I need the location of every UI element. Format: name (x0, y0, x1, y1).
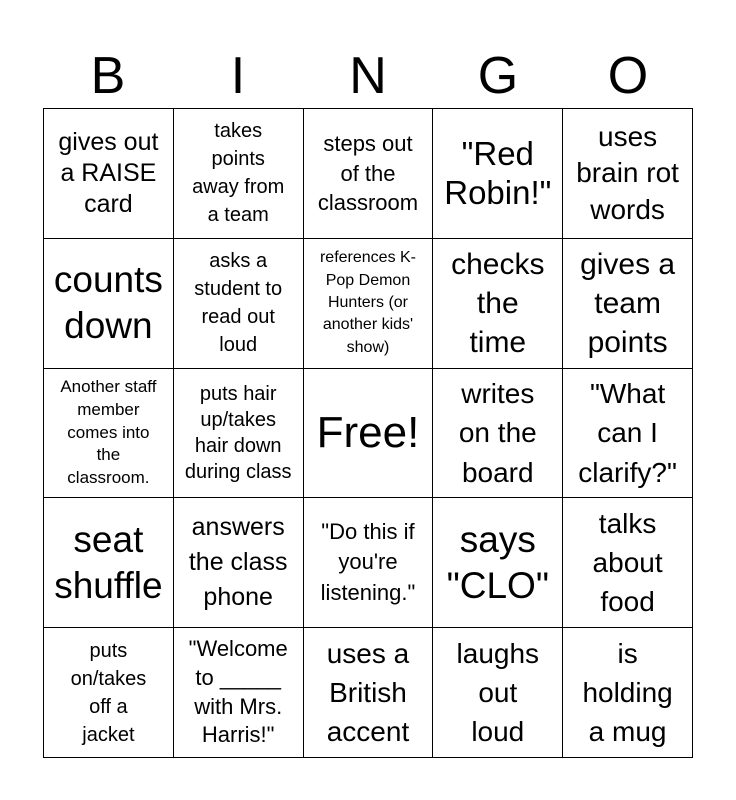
bingo-cell-g4[interactable] (433, 498, 563, 628)
bingo-cell-o5[interactable] (563, 628, 693, 758)
bingo-cell-g3[interactable] (433, 369, 563, 499)
bingo-header (43, 44, 693, 108)
header-letter-g: G (477, 47, 519, 105)
bingo-cell-free[interactable] (304, 369, 434, 499)
header-letter-i: I (230, 47, 246, 105)
bingo-cell-text: asks a student to read out loud (194, 250, 283, 357)
header-letter-b: B (90, 47, 126, 105)
bingo-cell-text: laughs out loud (456, 637, 540, 748)
bingo-cell-text: says "CLO" (446, 518, 549, 606)
bingo-cell-b5[interactable] (44, 628, 174, 758)
bingo-cell-text: gives a team points (580, 247, 676, 359)
bingo-cell-text: writes on the board (458, 378, 537, 488)
bingo-cell-i5[interactable] (174, 628, 304, 758)
bingo-cell-i3[interactable] (174, 369, 304, 499)
bingo-cell-text: is holding a mug (582, 637, 673, 748)
free-space-label: Free! (316, 407, 420, 457)
bingo-cell-o3[interactable] (563, 369, 693, 499)
bingo-cell-text: seat shuffle (54, 518, 163, 606)
bingo-cell-text: "Do this if you're listening." (320, 518, 416, 606)
bingo-cell-i4[interactable] (174, 498, 304, 628)
bingo-cell-o4[interactable] (563, 498, 693, 628)
bingo-cell-text: steps out of the classroom (317, 130, 419, 216)
bingo-cell-text: counts down (53, 258, 163, 347)
bingo-cell-b1[interactable] (44, 109, 174, 239)
bingo-cell-text: checks the time (451, 247, 545, 359)
bingo-cell-b4[interactable] (44, 498, 174, 628)
bingo-cell-text: "Welcome to _____ with Mrs. Harris!" (188, 636, 288, 748)
bingo-cell-text: gives out a RAISE card (58, 127, 159, 219)
bingo-cell-text: Another staff member comes into the classroom. (60, 376, 157, 488)
bingo-cell-b2[interactable] (44, 239, 174, 369)
bingo-board (43, 108, 693, 758)
bingo-cell-n4[interactable] (304, 498, 434, 628)
bingo-cell-o2[interactable] (563, 239, 693, 369)
bingo-cell-text: references K- Pop Demon Hunters (or another kids' show) (319, 249, 417, 356)
bingo-cell-n2[interactable] (304, 239, 434, 369)
bingo-cell-text: talks about food (592, 508, 663, 618)
bingo-cell-g5[interactable] (433, 628, 563, 758)
bingo-cell-o1[interactable] (563, 109, 693, 239)
bingo-cell-g2[interactable] (433, 239, 563, 369)
bingo-cell-text: uses a British accent (326, 637, 410, 748)
bingo-cell-b3[interactable] (44, 369, 174, 499)
bingo-cell-text: takes points away from a team (192, 120, 285, 227)
header-letter-o: O (607, 47, 649, 105)
bingo-cell-text: answers the class phone (188, 513, 288, 612)
bingo-cell-n1[interactable] (304, 109, 434, 239)
bingo-cell-i1[interactable] (174, 109, 304, 239)
header-letter-n: N (349, 47, 387, 105)
bingo-cell-text: "Red Robin!" (444, 134, 552, 212)
bingo-cell-text: puts on/takes off a jacket (70, 639, 147, 746)
bingo-cell-text: "What can I clarify?" (578, 378, 677, 488)
bingo-cell-text: uses brain rot words (576, 120, 679, 225)
bingo-cell-text: puts hair up/takes hair down during class (184, 382, 292, 483)
bingo-cell-g1[interactable] (433, 109, 563, 239)
bingo-cell-i2[interactable] (174, 239, 304, 369)
bingo-cell-n5[interactable] (304, 628, 434, 758)
